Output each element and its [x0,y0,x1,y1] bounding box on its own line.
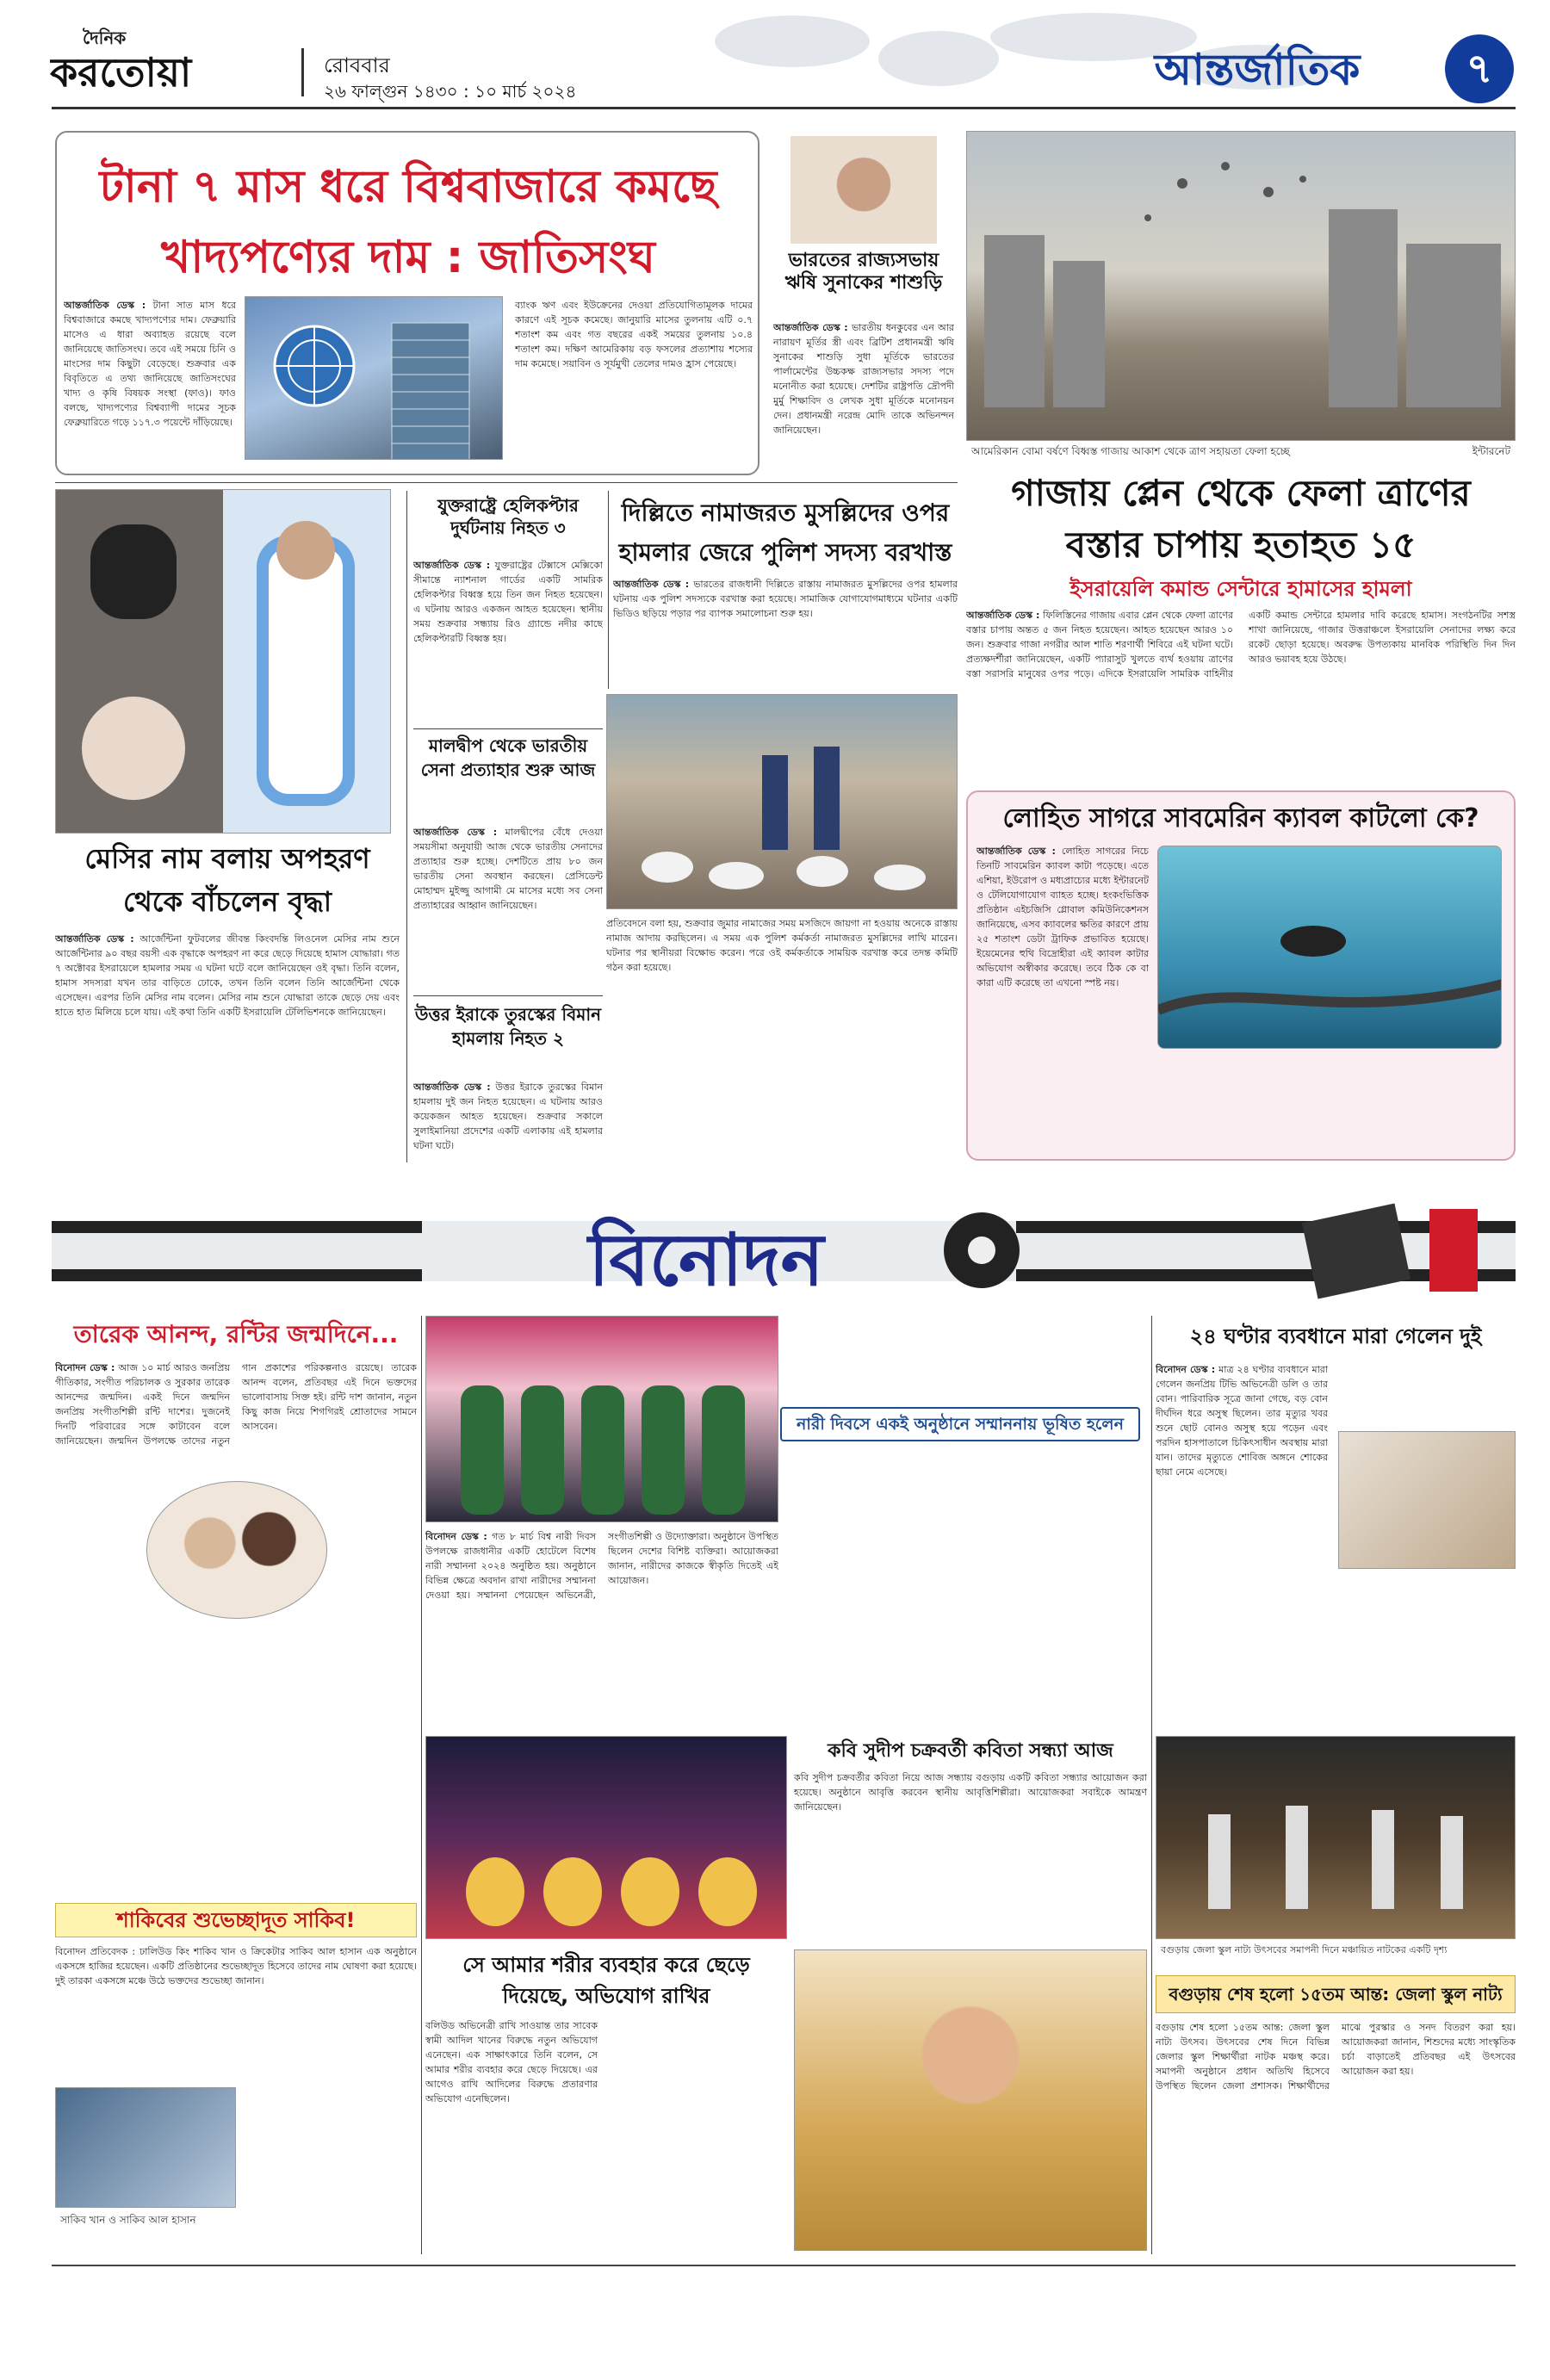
submarine-cable-photo [1157,846,1502,1049]
maldives-article [413,825,603,989]
womens-day-award-photo [425,1316,778,1522]
rakhi-article: বলিউড অভিনেত্রী রাখি সাওয়ান্ত তার সাবেক স্বামী আদিল খানের বিরুদ্ধে নতুন অভিযোগ এনেছেন। এক সাক্ষাৎকারে তিনি বলেন, সে আমার শরীর ব্যবহার করে ছেড়ে দিয়েছে। এর আগেও রাখি আদিলের বিরুদ্ধে প্রতারণার অভিযোগ এনেছিলেন। [425,2020,598,2104]
gaza-article [966,608,1516,780]
day-label: রোববার [324,53,390,77]
rakhi-article-middle [606,2018,787,2251]
maldives-headline: মালদ্বীপ থেকে ভারতীয় সেনা প্রত্যাহার শুরু আজ [420,735,596,780]
poetry-headline: কবি সুদীপ চক্রবর্তী কবিতা সন্ধ্যা আজ [828,1740,1113,1762]
messi-dateline: আন্তর্জাতিক ডেস্ক : [55,933,134,945]
rakhi-sawant-photo [794,1949,1147,2251]
theatre-headline: বগুড়ায় শেষ হলো ১৫তম আন্ত: জেলা স্কুল নাট্য [1169,1984,1503,2005]
poetry-article: কবি সুদীপ চক্রবর্তীর কবিতা নিয়ে আজ সন্ধ্যায় বগুড়ায় একটি কবিতা সন্ধ্যার আয়োজন করা হয়েছে। অনুষ্ঠানে আবৃত্তি করবেন স্থানীয় আবৃত্তিশিল্পীরা। আয়োজকরা সবাইকে আমন্ত্রণ জানিয়েছেন। [794,1772,1147,1813]
sudha-murty-portrait [790,136,937,244]
theatre-headline-bar [1156,1975,1516,2013]
page-number-badge [1445,34,1514,103]
iraq-article [413,1080,603,1159]
paper-name: করতোয়া [50,49,192,95]
delhi-headline-line-1: দিল্লিতে নামাজরত মুসল্লিদের ওপর [621,499,950,527]
lead-dateline: আন্তর্জাতিক ডেস্ক : [64,300,146,311]
delhi-dateline: আন্তর্জাতিক ডেস্ক : [613,579,690,590]
womens-day-body: গত ৮ মার্চ বিশ্ব নারী দিবস উপলক্ষে রাজধানীর একটি হোটেলে বিশেষ নারী সম্মাননা ২০২৪ অনুষ্ঠিত হয়। অনুষ্ঠানে বিভিন্ন ক্ষেত্রে অবদান রাখা নারীদের সম্মাননা দেওয়া হয়। সম্মাননা পেয়েছেন অভিনেত্রী, সংগীতশিল্পী ও উদ্যোক্তারা। অনুষ্ঠানে উপস্থিত ছিলেন দেশের বিশিষ্ট ব্যক্তিরা। আয়োজকরা জানান, নারীদের কাজকে স্বীকৃতি দিতেই এই আয়োজন। [425,1531,778,1601]
rakhi-headline-line-2: দিয়েছে, অভিযোগ রাখির [502,1984,710,2008]
us-heli-body: যুক্তরাষ্ট্রের টেক্সাসে মেক্সিকো সীমান্তে ন্যাশনাল গার্ডের একটি সামরিক হেলিকপ্টার বিধ্বস্ত হয়ে তিন জন নিহত হয়েছেন। এ ঘটনায় আরও একজন আহত হয়েছেন। স্থানীয় সময় শুক্রবার সন্ধ্যায় রিও গ্র্যান্ডে নদীর কাছে হেলিকপ্টারটি বিধ্বস্ত হয়। [413,560,603,644]
sudha-headline: ভারতের রাজ্যসভায় ঋষি সুনাকের শাশুড়ি [784,250,943,294]
sudha-body: ভারতীয় ধনকুবের এন আর নারায়ণ মূর্তির স্ত্রী এবং ব্রিটিশ প্রধানমন্ত্রী ঋষি সুনাকের শাশুড়ি সুধা মূর্তিকে ভারতের পার্লামেন্টের উচ্চকক্ষ রাজ্যসভার সদস্য পদে মনোনীত করা হয়েছে। দেশটির রাষ্ট্রপতি দ্রৌপদী মুর্মু শিক্ষাবিদ ও লেখক সুধা মূর্তিকে মনোনয়ন দেন। প্রধানমন্ত্রী নরেন্দ্র মোদি তাকে অভিনন্দন জানিয়েছেন। [773,322,954,436]
sisters-body: মাত্র ২৪ ঘণ্টার ব্যবধানে মারা গেলেন জনপ্রিয় টিভি অভিনেত্রী ডলি ও তার বোন। পারিবারিক সূত্রে জানা গেছে, বড় বোন দীর্ঘদিন ধরে অসুস্থ ছিলেন। তার মৃত্যুর খবর শুনে ছোট বোনও অসুস্থ হয়ে পড়েন এবং পরদিন হাসপাতালে চিকিৎসাধীন অবস্থায় মারা যান। তাদের মৃত্যুতে শোবিজ অঙ্গনে শোকের ছায়া নেমে এসেছে। [1156,1364,1328,1478]
gaza-airdrop-photo [966,131,1516,441]
dance-performance-photo [425,1736,787,1939]
binodon-title: বিনোদন [588,1217,824,1298]
rule-lead-bottom [55,482,958,483]
gaza-subheadline: ইসরায়েলি কমান্ড সেন্টারে হামাসের হামলা [1070,577,1412,601]
masthead-divider [301,48,304,96]
shakib-photo-caption: সাকিব খান ও সাকিব আল হাসান [60,2214,196,2226]
theatre-photo-caption: বগুড়ায় জেলা স্কুল নাট্য উৎসবের সমাপনী দিনে মঞ্চায়িত নাটকের একটি দৃশ্য [1161,1944,1448,1955]
messi-headline-line-2: থেকে বাঁচলেন বৃদ্ধা [123,885,332,918]
sisters-article-continued [1156,1602,1516,1731]
messi-article [55,932,400,1156]
sisters-headline: ২৪ ঘণ্টার ব্যবধানে মারা গেলেন দুই [1189,1324,1482,1348]
shakib-article-continued [245,2087,417,2251]
rule-mid-vertical-1 [406,491,407,1162]
maldives-divider [413,995,603,996]
cable-article-continued [1157,1056,1502,1150]
lead-headline-line-2: খাদ্যপণ্যের দাম : জাতিসংঘ [161,232,655,282]
rule-bottom-vertical-2 [1151,1316,1152,2254]
maldives-dateline: আন্তর্জাতিক ডেস্ক : [413,827,498,838]
gaza-photo-caption: আমেরিকান বোমা বর্ষণে বিধ্বস্ত গাজায় আকাশ থেকে ত্রাণ সহায়তা ফেলা হচ্ছে [971,445,1290,457]
delhi-article-bottom: প্রতিবেদনে বলা হয়, শুক্রবার জুমার নামাজের সময় মসজিদে জায়গা না হওয়ায় অনেকে রাস্তায় নামাজ আদায় করছিলেন। এ সময় এক পুলিশ কর্মকর্তা নামাজরত মুসল্লিদের লাথি মারেন। ঘটনার পর স্থানীয়রা বিক্ষোভ করেন। পরে ওই কর্মকর্তাকে সাময়িক বরখাস্ত করে তদন্ত কমিটি গঠন করা হয়েছে। [606,918,958,973]
messi-body: আর্জেন্টিনা ফুটবলের জীবন্ত কিংবদন্তি লিওনেল মেসির নাম শুনে আর্জেন্টিনার ৯০ বছর বয়সী এক বৃদ্ধাকে অপহরণ না করে ছেড়ে দিয়েছে হামাস যোদ্ধারা। গত ৭ অক্টোবর ইসরায়েলে হামলার সময় এ ঘটনা ঘটে বলে জানিয়েছেন ওই বৃদ্ধা। তিনি বলেন, হামাস সদস্যরা যখন তার বাড়িতে ঢোকে, তখন তিনি বলেন তিনি আর্জেন্টিনা থেকে এসেছেন। এরপর তিনি মেসির নাম বলেন। মেসির নাম শুনে যোদ্ধারা তাকে ছেড়ে দেয় এবং হাতে হাত মিলিয়ে চলে যায়। এই কথা তিনি একটি ইসরায়েলি টেলিভিশনকে জানিয়েছেন। [55,933,400,1018]
gaza-headline-line-1: গাজায় প্লেন থেকে ফেলা ত্রাণের [1011,472,1471,514]
iraq-body: উত্তর ইরাকে তুরস্কের বিমান হামলায় দুই জন নিহত হয়েছেন। এ ঘটনায় আরও কয়েকজন আহত হয়েছেন। শুক্রবার সকালে সুলাইমানিয়া প্রদেশের একটি এলাকায় এই হামলার ঘটনা ঘটে। [413,1082,603,1151]
lead-column-1 [64,298,236,470]
theatre-stage-photo [1156,1736,1516,1939]
us-heli-article [413,558,603,722]
messi-story-photo [55,489,391,834]
shakib-photo [55,2087,236,2208]
tareq-body: আজ ১০ মার্চ আরও জনপ্রিয় গীতিকার, সংগীত পরিচালক ও সুরকার তারেক আনন্দের জন্মদিন। একই দিনে জন্মদিন জনপ্রিয় সংগীতশিল্পী রন্টি দাশের। দুজনেই দিনটি পরিবারের সঙ্গে কাটাবেন বলে জানিয়েছেন। জন্মদিন উপলক্ষে তাদের নতুন গান প্রকাশের পরিকল্পনাও রয়েছে। তারেক আনন্দ বলেন, প্রতিবছর এই দিনে ভক্তদের ভালোবাসায় সিক্ত হই। রন্টি দাশ জানান, নতুন কিছু কাজ নিয়ে শিগগিরই শ্রোতাদের সামনে আসবেন। [55,1362,417,1447]
cable-body: লোহিত সাগরের নিচে তিনটি সাবমেরিন ক্যাবল কাটা পড়েছে। এতে এশিয়া, ইউরোপ ও মধ্যপ্রাচ্যের মধ্যে ইন্টারনেট ও টেলিযোগাযোগ ব্যাহত হচ্ছে। হংকংভিত্তিক প্রতিষ্ঠান এইচজিসি গ্লোবাল কমিউনিকেশনস জানিয়েছে, এসব ক্যাবলের ক্ষতির কারণে প্রায় ২৫ শতাংশ ডেটা ট্রাফিক প্রভাবিত হয়েছে। ইয়েমেনের হুথি বিদ্রোহীরা এই ক্যাবল কাটার অভিযোগ অস্বীকার করেছে। তবে ঠিক কে বা কারা এটি করেছে তা এখনো স্পষ্ট নয়। [976,846,1149,989]
delhi-article-top [613,577,958,689]
womens-day-article-right [787,1316,1149,1729]
us-heli-headline: যুক্তরাষ্ট্রে হেলিকপ্টার দুর্ঘটনায় নিহত ৩ [437,495,579,538]
tareq-dateline: বিনোদন ডেস্ক : [55,1362,115,1373]
rakhi-headline-line-1: সে আমার শরীর ব্যবহার করে ছেড়ে [462,1953,750,1977]
gaza-dateline: আন্তর্জাতিক ডেস্ক : [966,610,1040,621]
delhi-prayer-photo [606,694,958,909]
tareq-headline: তারেক আনন্দ, রন্টির জন্মদিনে... [73,1320,399,1348]
masthead-rule [52,107,1516,109]
delhi-headline-line-2: হামলার জেরে পুলিশ সদস্য বরখাস্ত [618,538,952,567]
tareq-article-continued [55,1679,417,1894]
gaza-headline-line-2: বস্তার চাপায় হতাহত ১৫ [1065,524,1417,566]
lead-column-2: ব্যাংক ঋণ এবং ইউক্রেনের দেওয়া প্রতিযোগিতামূলক দামের কারণে এই সূচক কমেছে। জানুয়ারি মাসের তুলনায় এটি ০.৭ শতাংশ কম এবং গত বছরের একই সময়ের তুলনায় ১০.৪ শতাংশ কম। দক্ষিণ আমেরিকায় বড় ফসলের প্রত্যাশায় শস্যের দাম কমেছে। সয়াবিন ও সূর্যমুখী তেলের দামও হ্রাস পেয়েছে। [515,300,753,369]
lead-body-1: টানা সাত মাস ধরে বিশ্ববাজারে কমছে খাদ্যপণ্যের দাম। ফেব্রুয়ারি মাসেও এ ধারা অব্যাহত রয়েছে বলে জানিয়েছে জাতিসংঘ। তবে এই সময়ে চিনি ও মাংসের দাম কিছুটা বেড়েছে। শুক্রবার এক বিবৃতিতে এ তথ্য জানিয়েছে জাতিসংঘের খাদ্য ও কৃষি বিষয়ক সংস্থা (ফাও)। ফাও বলছে, খাদ্যপণ্যের বিশ্বব্যাপী দামের সূচক ফেব্রুয়ারিতে গড়ে ১১৭.৩ পয়েন্টে দাঁড়িয়েছে। [64,300,236,428]
us-heli-dateline: আন্তর্জাতিক ডেস্ক : [413,560,491,571]
womens-day-dateline: বিনোদন ডেস্ক : [425,1531,487,1542]
cable-headline: লোহিত সাগরে সাবমেরিন ক্যাবল কাটলো কে? [1002,803,1479,834]
theatre-article: বগুড়ায় শেষ হলো ১৫তম আন্ত: জেলা স্কুল নাট্য উৎসব। উৎসবের শেষ দিনে বিভিন্ন জেলার স্কুল শিক্ষার্থীরা নাটক মঞ্চস্থ করে। সমাপনী অনুষ্ঠানে প্রধান অতিথি হিসেবে উপস্থিত ছিলেন জেলা প্রশাসক। শিক্ষার্থীদের মাঝে পুরস্কার ও সনদ বিতরণ করা হয়। আয়োজকরা জানান, শিশুদের মধ্যে সাংস্কৃতিক চর্চা বাড়াতেই প্রতিবছর এই উৎসবের আয়োজন করা হয়। [1156,2022,1516,2092]
rule-page-bottom [52,2265,1516,2266]
page-number: ৭ [1466,45,1493,93]
womens-day-caption-box [780,1407,1140,1441]
shakib-article: বিনোদন প্রতিবেদক : ঢালিউড কিং শাকিব খান ও ক্রিকেটার সাকিব আল হাসান এক অনুষ্ঠানে একসঙ্গে হাজির হয়েছেন। একটি প্রতিষ্ঠানের শুভেচ্ছাদূত হিসেবে তাদের নাম ঘোষণা করা হয়েছে। দুই তারকা একসঙ্গে মঞ্চে উঠে ভক্তদের শুভেচ্ছা জানান। [55,1946,417,1986]
shakib-headline-bar [55,1903,417,1937]
us-heli-divider [413,728,603,729]
gaza-photo-credit: ইন্টারনেট [1472,445,1510,457]
cable-article [976,844,1149,1154]
section-title: আন্তর্জাতিক [1154,45,1361,95]
tareq-ronti-photo [146,1481,327,1619]
sisters-dateline: বিনোদন ডেস্ক : [1156,1364,1216,1375]
binodon-banner [52,1195,1516,1307]
paper-name-small: দৈনিক [83,28,127,48]
sisters-photo [1338,1431,1516,1569]
messi-headline-line-1: মেসির নাম বলায় অপহরণ [84,842,370,875]
cable-dateline: আন্তর্জাতিক ডেস্ক : [976,846,1056,857]
delhi-body-1: ভারতের রাজধানী দিল্লিতে রাস্তায় নামাজরত মুসল্লিদের ওপর হামলার ঘটনায় এক পুলিশ সদস্যকে বরখাস্ত করা হয়েছে। সামাজিক যোগাযোগমাধ্যমে ঘটনার একটি ভিডিও ছড়িয়ে পড়ার পর ব্যাপক সমালোচনা শুরু হয়। [613,579,958,619]
un-headquarters-photo [245,296,503,460]
sudha-dateline: আন্তর্জাতিক ডেস্ক : [773,322,848,333]
masthead [0,0,1550,112]
iraq-headline: উত্তর ইরাকে তুরস্কের বিমান হামলায় নিহত ২ [414,1004,602,1049]
womens-day-article [425,1529,778,1727]
womens-day-caption: নারী দিবসে একই অনুষ্ঠানে সম্মাননায় ভূষিত হলেন [797,1415,1124,1434]
iraq-dateline: আন্তর্জাতিক ডেস্ক : [413,1082,491,1093]
lead-headline-line-1: টানা ৭ মাস ধরে বিশ্ববাজারে কমছে [99,161,717,212]
maldives-body: মালদ্বীপের বেঁধে দেওয়া সময়সীমা অনুযায়ী আজ থেকে ভারতীয় সেনাদের প্রত্যাহার শুরু হচ্ছে। দেশটিতে প্রায় ৮০ জন ভারতীয় সেনা অবস্থান করছেন। প্রেসিডেন্ট মোহাম্মদ মুইজ্জু আগামী মে মাসের মধ্যে সব সেনা প্রত্যাহারের আহ্বান জানিয়েছেন। [413,827,603,911]
shakib-headline: শাকিবের শুভেচ্ছাদূত সাকিব! [116,1908,356,1932]
sisters-article-left [1156,1362,1328,1595]
rule-mid-vertical-2 [608,491,609,689]
rule-bottom-vertical-1 [421,1316,422,2254]
gaza-body: ফিলিস্তিনের গাজায় এবার প্লেন থেকে ফেলা ত্রাণের বস্তার চাপায় অন্তত ৫ জন নিহত হয়েছেন। আহত হয়েছেন আরও ১০ জন। শুক্রবার গাজা নগরীর আল শাতি শরণার্থী শিবিরে এই ঘটনা ঘটে। প্রত্যক্ষদর্শীরা জানিয়েছেন, একটি প্যারাসুট খুলতে ব্যর্থ হওয়ায় ত্রাণের বস্তা সরাসরি মানুষের ওপর পড়ে। এদিকে ইসরায়েলি সামরিক বাহিনীর একটি কমান্ড সেন্টারে হামলার দাবি করেছে হামাস। সংগঠনটির সশস্ত্র শাখা জানিয়েছে, গাজার উত্তরাঞ্চলে ইসরায়েলি সেনাদের লক্ষ্য করে রকেট ছোড়া হয়েছে। অবরুদ্ধ উপত্যকায় মানবিক পরিস্থিতি দিন দিন আরও ভয়াবহ হয়ে উঠছে। [966,610,1516,679]
date-label: ২৬ ফাল্গুন ১৪৩০ : ১০ মার্চ ২০২৪ [324,81,577,102]
